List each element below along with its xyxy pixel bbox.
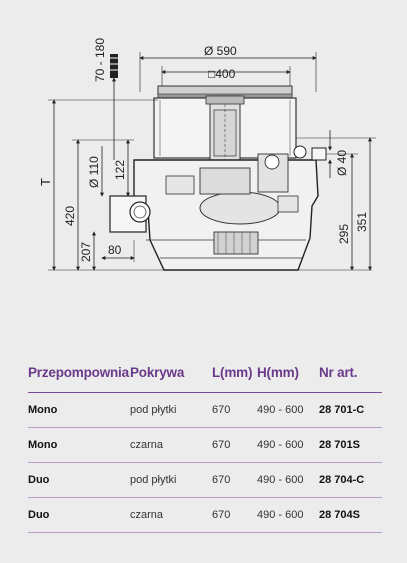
cell-station: Duo (28, 498, 130, 533)
dim-inner-square: □400 (208, 67, 236, 81)
cell-article: 28 704S (319, 498, 382, 533)
cell-height: 490 - 600 (257, 428, 319, 463)
cell-article: 28 704-C (319, 463, 382, 498)
cell-cover: pod płytki (130, 463, 212, 498)
dim-vent-diameter: Ø 110 (87, 156, 101, 188)
impeller-housing (200, 192, 280, 224)
dim-outer-diameter: Ø 590 (204, 44, 237, 58)
cell-height: 490 - 600 (257, 498, 319, 533)
dim-cover-height-range: 70 - 180 (93, 37, 107, 82)
spec-table (28, 360, 382, 533)
table-row (28, 428, 382, 463)
cell-height: 490 - 600 (257, 463, 319, 498)
cell-height: 490 - 600 (257, 393, 319, 428)
col-header-station: Przepompownia (28, 360, 130, 393)
table-row (28, 393, 382, 428)
cell-article: 28 701S (319, 428, 382, 463)
dim-inlet-height: 122 (113, 159, 127, 180)
col-header-length: L(mm) (212, 360, 257, 393)
dim-outlet-total: 351 (355, 211, 369, 232)
dim-pipe-diameter: Ø 40 (335, 149, 349, 176)
col-header-article: Nr art. (319, 360, 382, 393)
cell-cover: czarna (130, 428, 212, 463)
cell-article: 28 701-C (319, 393, 382, 428)
dim-bottom-offset: 80 (108, 243, 122, 257)
cell-station: Mono (28, 393, 130, 428)
dim-bottom-inlet: 207 (79, 241, 93, 262)
cell-length: 670 (212, 463, 257, 498)
dim-outlet-level: 295 (337, 223, 351, 244)
col-header-height: H(mm) (257, 360, 319, 393)
cell-station: Mono (28, 428, 130, 463)
table-header-row (28, 360, 382, 393)
cell-length: 670 (212, 393, 257, 428)
table-row (28, 498, 382, 533)
pressure-outlet-pipe (312, 148, 326, 160)
col-header-cover: Pokrywa (130, 360, 212, 393)
table-row (28, 463, 382, 498)
dim-total-height: T (38, 178, 53, 186)
cell-cover: pod płytki (130, 393, 212, 428)
cell-cover: czarna (130, 498, 212, 533)
dim-inlet-level: 420 (63, 205, 77, 226)
cell-length: 670 (212, 498, 257, 533)
cell-station: Duo (28, 463, 130, 498)
cell-length: 670 (212, 428, 257, 463)
